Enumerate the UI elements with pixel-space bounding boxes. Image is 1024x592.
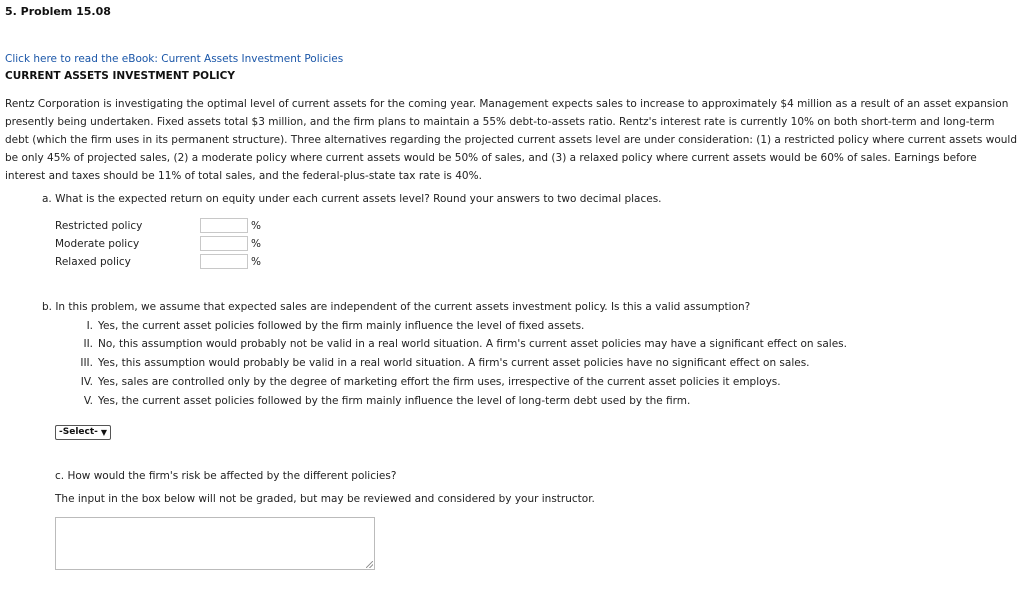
percent-unit: %: [251, 256, 261, 268]
answer-select-dropdown[interactable]: [55, 425, 111, 440]
problem-title: 5. Problem 15.08: [5, 5, 111, 18]
restricted-policy-label: Restricted policy: [55, 220, 143, 232]
moderate-policy-label: Moderate policy: [55, 238, 140, 250]
select-value: -Select-: [59, 427, 98, 437]
ebook-link[interactable]: Click here to read the eBook: Current Assets Investment Policies: [5, 53, 344, 65]
option-1: [73, 320, 584, 332]
part-b-question: b. In this problem, we assume that expected sales are independent of the current assets investment policy. Is this a valid assumption?: [42, 301, 751, 313]
option-text: Yes, this assumption would probably be valid in a real world situation. A firm's current asset policies have no significant effect on sales.: [98, 357, 810, 369]
part-c-note: The input in the box below will not be graded, but may be reviewed and considered by your instructor.: [55, 493, 595, 505]
relaxed-policy-label: Relaxed policy: [55, 256, 131, 268]
problem-intro: Rentz Corporation is investigating the optimal level of current assets for the coming year. Management expects sales to increase to approximately $4 million as a result of an asset expansion presently being undertaken. Fixed assets total $3 million, and the firm plans to maintain a 55% debt-to-assets ratio. Rentz's interest rate is currently 10% on both short-term and long-term debt (which the firm uses in its permanent structure). Three alternatives regarding the projected current assets level are under consideration: (1) a restricted policy where current assets would be only 45% of projected sales, (2) a moderate policy where current assets would be 50% of sales, and (3) a relaxed policy where current assets would be 60% of sales. Earnings before interest and taxes should be 11% of total sales, and the federal-plus-state tax rate is 40%.: [5, 98, 1017, 182]
option-4: [73, 376, 781, 388]
relaxed-policy-input[interactable]: [200, 254, 248, 269]
percent-unit: %: [251, 220, 261, 232]
option-2: [73, 338, 847, 350]
part-c-question: c. How would the firm's risk be affected by the different policies?: [55, 470, 397, 482]
option-number: IV.: [80, 376, 93, 388]
chevron-down-icon: ▼: [100, 428, 108, 437]
option-text: Yes, the current asset policies followed by the firm mainly influence the level of long-term debt used by the firm.: [98, 395, 691, 407]
percent-unit: %: [251, 238, 261, 250]
section-heading: CURRENT ASSETS INVESTMENT POLICY: [5, 70, 235, 82]
risk-comment-textarea[interactable]: [55, 517, 375, 570]
option-5: [73, 395, 690, 407]
option-number: II.: [83, 338, 93, 350]
option-number: I.: [86, 320, 93, 332]
option-text: Yes, the current asset policies followed by the firm mainly influence the level of fixed assets.: [98, 320, 585, 332]
option-number: III.: [80, 357, 93, 369]
option-3: [73, 357, 810, 369]
option-text: Yes, sales are controlled only by the degree of marketing effort the firm uses, irrespective of the current asset policies it employs.: [98, 376, 781, 388]
option-text: No, this assumption would probably not be valid in a real world situation. A firm's current asset policies may have a significant effect on sales.: [98, 338, 847, 350]
option-number: V.: [83, 395, 93, 407]
restricted-policy-input[interactable]: [200, 218, 248, 233]
moderate-policy-input[interactable]: [200, 236, 248, 251]
part-a-question: a. What is the expected return on equity under each current assets level? Round your answers to two decimal places.: [42, 193, 662, 205]
resize-grip-icon[interactable]: [366, 561, 373, 568]
